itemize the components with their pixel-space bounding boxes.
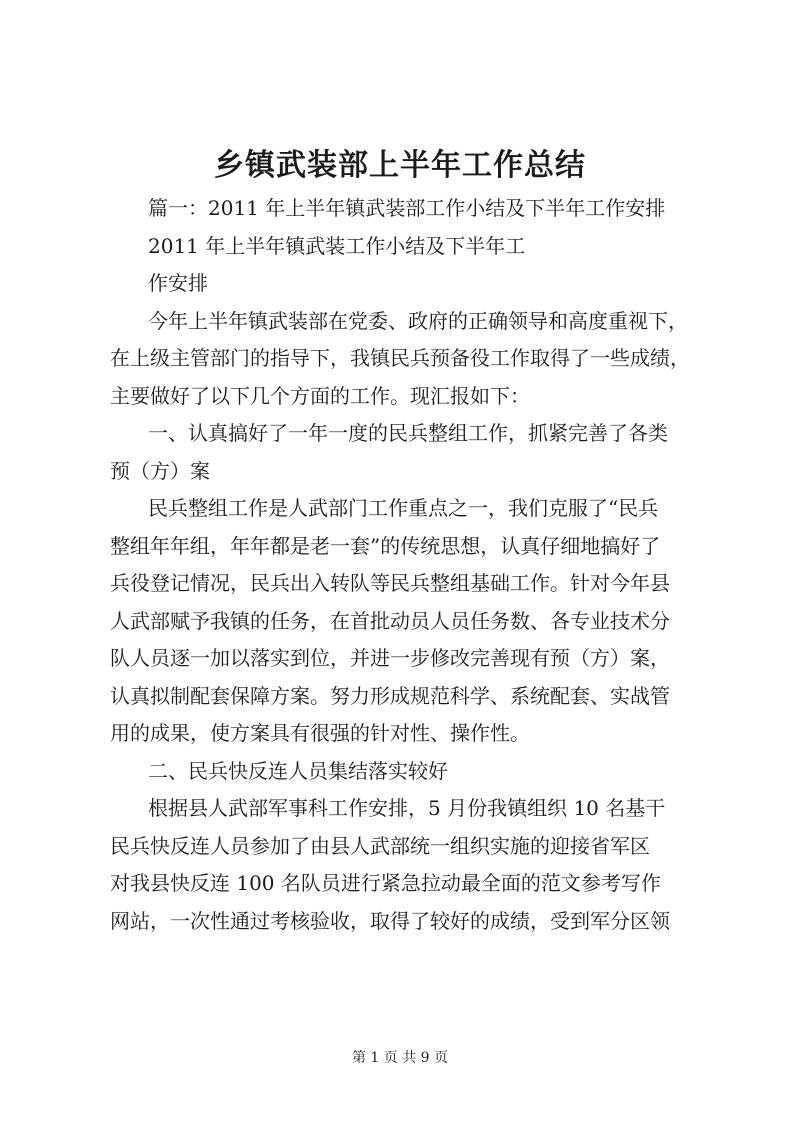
paragraph <box>110 490 710 528</box>
section-heading-continued <box>110 265 710 303</box>
text-line: 2011 年上半年镇武装工作小结及下半年工 <box>148 233 526 258</box>
text-line: 队人员逐一加以落实到位，并进一步修改完善现有预（方）案， <box>110 646 670 670</box>
text-line: 认真拟制配套保障方案。努力形成规范科学、系统配套、实战管 <box>110 683 670 708</box>
text-line: 兵役登记情况，民兵出入转队等民兵整组基础工作。针对今年县 <box>110 571 670 595</box>
text-line: 作安排 <box>148 271 208 295</box>
text-line: 整组年年组，年年都是老一套”的传统思想，认真仔细地搞好了 <box>110 533 661 558</box>
subtitle-line <box>110 190 710 228</box>
page-footer: 第 1 页 共 9 页 <box>351 1050 449 1066</box>
text-line: 预（方）案 <box>110 458 210 483</box>
paragraph-continued <box>110 828 710 941</box>
paragraph-continued <box>110 528 710 753</box>
text-line: 对我县快反连 100 名队员进行紧急拉动最全面的范文参考写作 <box>110 871 661 895</box>
heading-two <box>110 753 710 791</box>
text-line: 主要做好了以下几个方面的工作。现汇报如下： <box>110 383 530 408</box>
paragraph <box>110 303 710 341</box>
text-line: 根据县人武部军事科工作安排，5 月份我镇组织 10 名基干 <box>148 796 666 820</box>
heading-one-continued <box>110 453 710 491</box>
text-line: 篇一：2011 年上半年镇武装部工作小结及下半年工作安排 <box>148 196 666 220</box>
text-line: 民兵快反连人员参加了由县人武部统一组织实施的迎接省军区 <box>110 833 650 858</box>
page-title: 乡镇武装部上半年工作总结 <box>214 148 586 183</box>
text-line: 一、认真搞好了一年一度的民兵整组工作，抓紧完善了各类 <box>148 421 668 445</box>
paragraph-continued <box>110 340 710 415</box>
text-line: 民兵整组工作是人武部门工作重点之一，我们克服了“民兵 <box>148 496 659 520</box>
document-body <box>110 190 710 940</box>
heading-one <box>110 415 710 453</box>
text-line: 在上级主管部门的指导下，我镇民兵预备役工作取得了一些成绩， <box>110 346 690 370</box>
text-line: 网站，一次性通过考核验收，取得了较好的成绩，受到军分区领 <box>110 908 670 933</box>
text-line: 二、民兵快反连人员集结落实较好 <box>148 758 448 783</box>
text-line: 人武部赋予我镇的任务，在首批动员人员任务数、各专业技术分 <box>110 608 670 633</box>
text-line: 用的成果，使方案具有很强的针对性、操作性。 <box>110 721 530 745</box>
paragraph <box>110 790 710 828</box>
text-line: 今年上半年镇武装部在党委、政府的正确领导和高度重视下， <box>148 308 688 333</box>
section-heading <box>110 228 710 266</box>
